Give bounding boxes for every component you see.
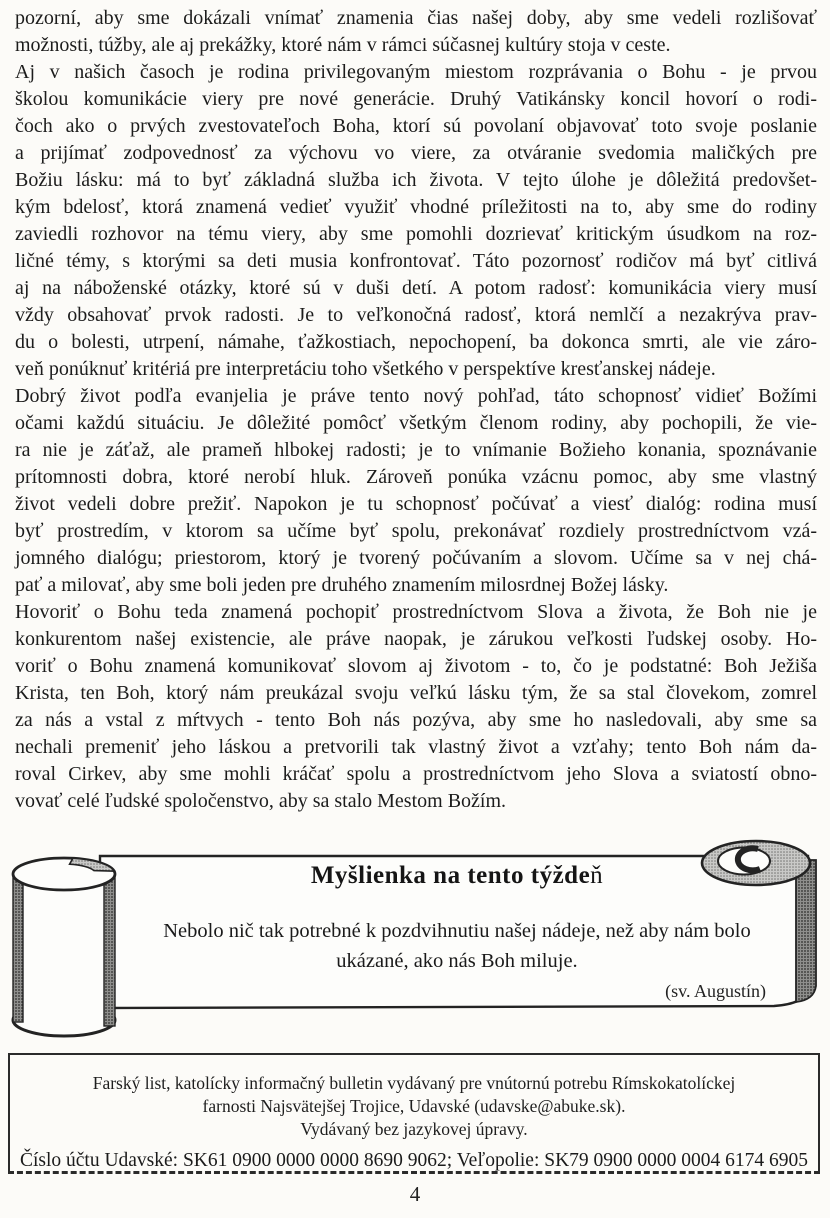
body-line: jomného dialógu; priestorom, ktorý je tvorený počúvaním a slovom. Učíme sa v nej chá- — [15, 547, 817, 569]
body-line: byť prostredím, v ktorom sa učíme byť spolu, prekonávať rozdiely prostredníctvom vzá- — [15, 520, 817, 542]
body-text — [15, 5, 817, 815]
scroll-title-main: Myšlienka na tento týžde — [310, 862, 591, 889]
body-line: očami každú situáciu. Je dôležité pomôcť všetkým členom rodiny, aby pochopili, že vie- — [15, 412, 817, 434]
footer-line: Farský list, katolícky informačný bulletin vydávaný pre vnútornú potrebu Rímskokatolíckej — [92, 1073, 736, 1093]
body-line: pať a milovať, aby sme boli jeden pre druhého znamením milosrdnej Božej lásky. — [15, 574, 669, 596]
body-line: ličné témy, s ktorými sa deti musia konfrontovať. Táto pozornosť rodičov má byť citlivá — [15, 250, 817, 272]
body-line: školou komunikácie viery pre nové generácie. Druhý Vatikánsky koncil hovorí o rodi- — [15, 88, 817, 110]
footer-info-box — [8, 1053, 820, 1174]
footer-account-line: Číslo účtu Udavské: SK61 0900 0000 0000 8690 9062; Veľopolie: SK79 0900 0000 0004 6174 6905 — [19, 1150, 809, 1171]
body-line: možnosti, túžby, ale aj prekážky, ktoré nám v rámci súčasnej kultúry stoja v ceste. — [15, 34, 671, 56]
body-line: du o bolesti, utrpení, námahe, ťažkostiach, nepochopení, ba dokonca smrti, ale vie záro- — [15, 331, 817, 353]
quote-line: Nebolo nič tak potrebné k pozdvihnutiu našej nádeje, než aby nám bolo — [163, 920, 751, 942]
body-line: Božiu lásku: má to byť základná služba ich života. V tejto úlohe je dôležitá predovšet- — [15, 169, 817, 191]
footer-line: Vydávaný bez jazykovej úpravy. — [300, 1119, 528, 1139]
quote-attribution: (sv. Augustín) — [665, 981, 766, 1001]
body-line: vovať celé ľudské spoločenstvo, aby sa stalo Mestom Božím. — [15, 790, 507, 812]
body-line: veň ponúknuť kritériá pre interpretáciu toho všetkého v perspektíve kresťanskej nádeje. — [15, 358, 716, 380]
body-line: Dobrý život podľa evanjelia je práve tento nový pohľad, táto schopnosť vidieť Božími — [15, 385, 817, 407]
body-line: roval Cirkev, aby sme mohli kráčať spolu a prostredníctvom jeho Slova a sviatostí obno- — [15, 763, 817, 785]
body-line: za nás a vstal z mŕtvych - tento Boh nás pozýva, aby sme ho nasledovali, aby sme sa — [15, 709, 817, 731]
scroll-title-tail: ň — [590, 862, 604, 889]
body-line: Krista, ten Boh, ktorý nám preukázal svoju veľkú lásku tým, že sa stal človekom, zomrel — [15, 682, 817, 704]
body-line: Hovoriť o Bohu teda znamená pochopiť prostredníctvom Slova a života, že Boh nie je — [15, 601, 817, 623]
body-line: čoch ako o prvých zvestovateľoch Boha, ktorí sú povolaní objavovať toto svoje poslanie — [15, 115, 817, 137]
scroll-banner — [0, 836, 830, 1048]
quote-line: ukázané, ako nás Boh miluje. — [336, 950, 578, 972]
body-line: život vedeli dobre prežiť. Napokon je tu schopnosť počúvať a viesť dialóg: rodina musí — [15, 493, 817, 515]
body-line: aj na náboženské otázky, ktoré sú v duši detí. A potom radosť: komunikácia viery musí — [15, 277, 817, 299]
scroll-title — [130, 862, 784, 890]
footer-line: farnosti Najsvätejšej Trojice, Udavské (udavske@abuke.sk). — [202, 1096, 626, 1116]
body-line: vždy obsahovať prvok radosti. Je to veľkonočná radosť, ktorá nemlčí a nezakrýva prav- — [15, 304, 817, 326]
body-line: zaviedli rozhovor na tému viery, aby sme pomohli dozrievať kritickým úsudkom na roz- — [15, 223, 817, 245]
body-line: pozorní, aby sme dokázali vnímať znamenia čias našej doby, aby sme vedeli rozlišovať — [15, 7, 817, 29]
page-number: 4 — [409, 1182, 421, 1206]
body-line: kým bdelosť, ktorá znamená vedieť využiť vhodné príležitosti na to, aby sme do rodiny — [15, 196, 817, 218]
body-line: Aj v našich časoch je rodina privilegovaným miestom rozprávania o Bohu - je prvou — [15, 61, 817, 83]
body-line: a prijímať zodpovednosť za výchovu vo viere, za otváranie svedomia maličkých pre — [15, 142, 817, 164]
footer-publisher-lines — [10, 1072, 818, 1141]
quote-text — [130, 916, 784, 976]
body-line: nechali premeniť jeho láskou a pretvorili tak vlastný život a vzťahy; tento Boh nám da- — [15, 736, 817, 758]
body-line: prítomnosti dobra, ktoré nerobí hluk. Zároveň ponúka vzácnu pomoc, aby sme vlastný — [15, 466, 817, 488]
body-line: konkurentom našej existencie, ale práve naopak, je zárukou veľkosti ľudskej osoby. Ho- — [15, 628, 817, 650]
body-line: voriť o Bohu znamená komunikovať slovom aj životom - to, čo je podstatné: Boh Ježiša — [15, 655, 817, 677]
body-line: ra nie je záťaž, ale prameň hlbokej radosti; je to vnímanie Božieho konania, spoznávanie — [15, 439, 817, 461]
